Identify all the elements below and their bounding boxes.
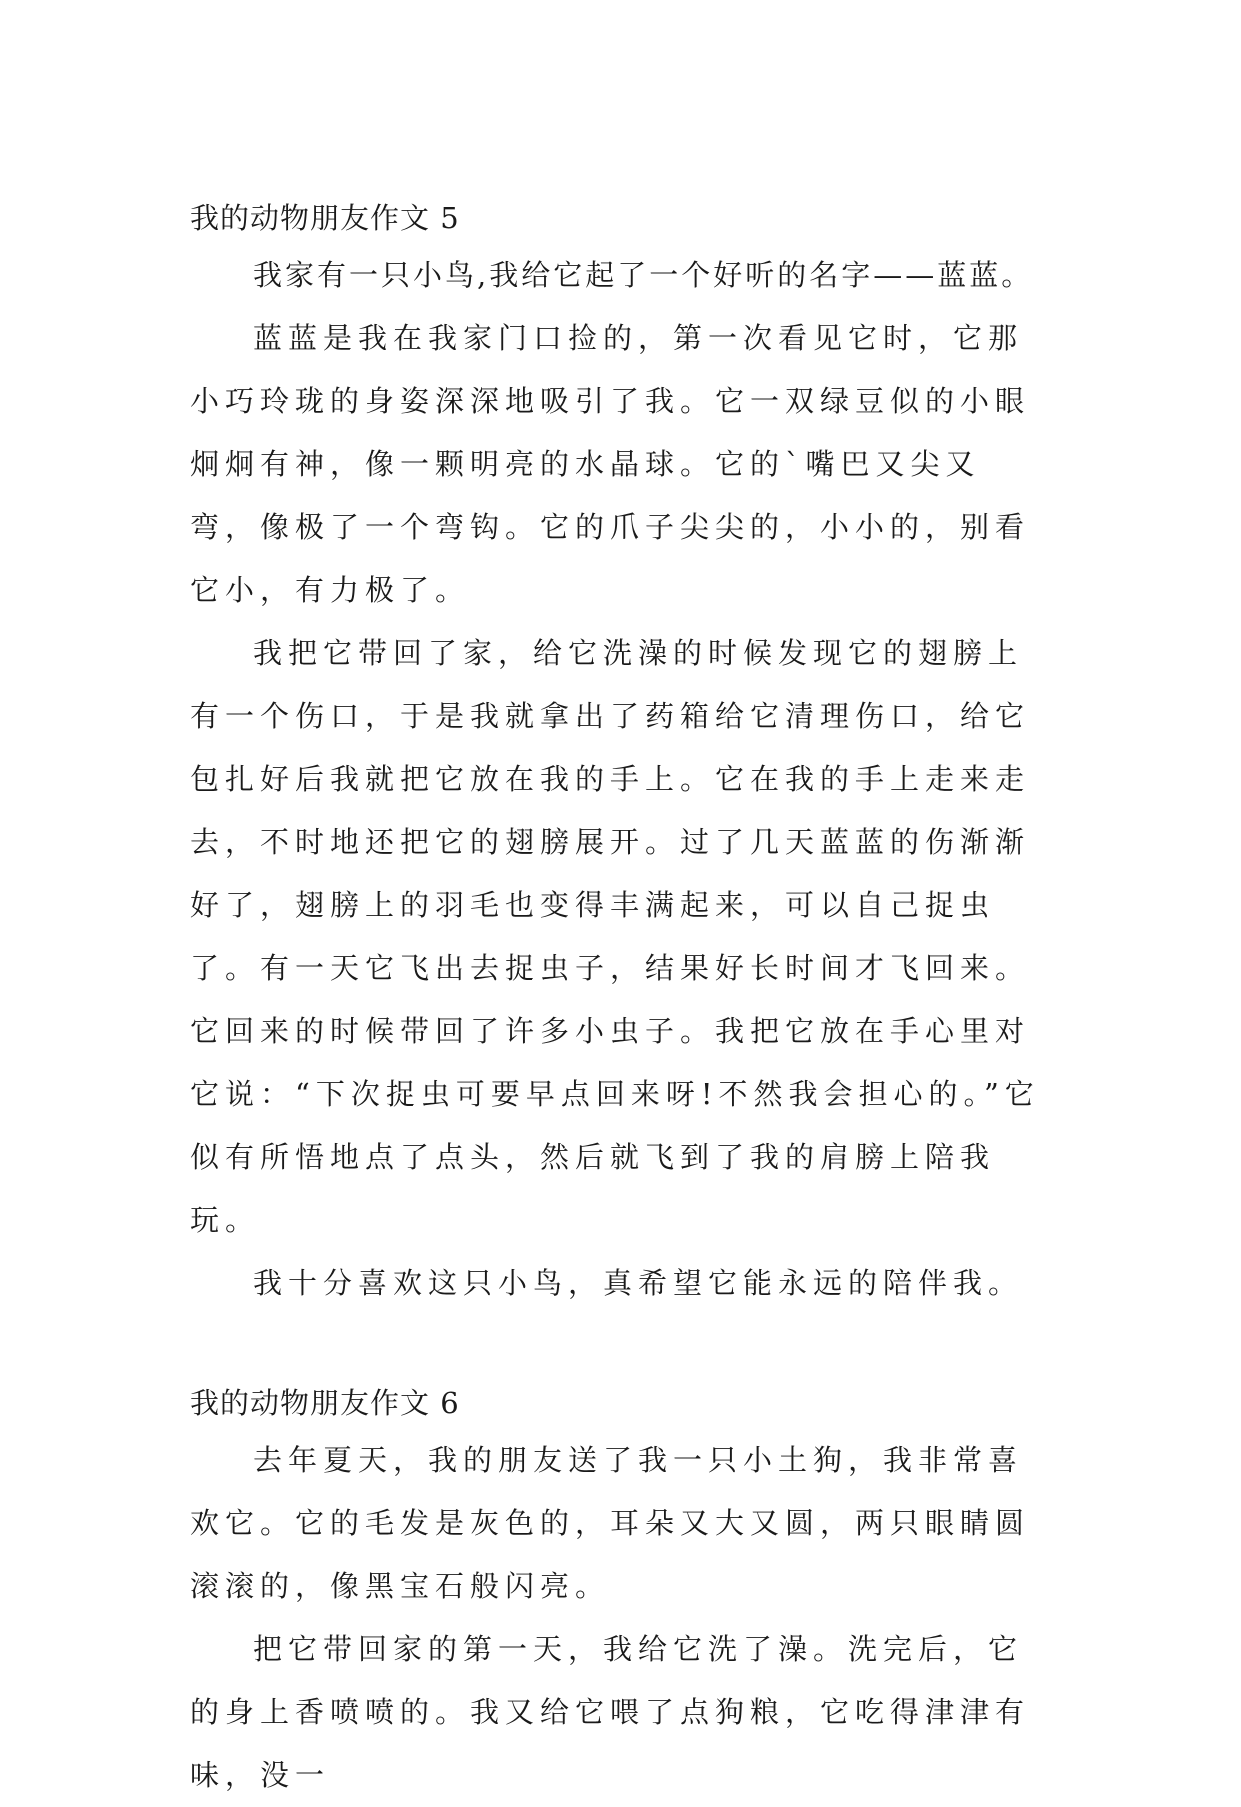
essay-paragraph: 我家有一只小鸟,我给它起了一个好听的名字——蓝蓝。 [253,258,1034,292]
essay-section-5 [190,196,1090,1315]
essay-title: 我的动物朋友作文 5 [190,201,460,235]
essay-section-6 [190,1381,1090,1807]
essay-paragraph: 我把它带回了家，给它洗澡的时候发现它的翅膀上有一个伤口，于是我就拿出了药箱给它清理伤口，给它包扎好后我就把它放在我的手上。它在我的手上走来走去，不时地还把它的翅膀展开。过了几天蓝蓝的伤渐渐好了，翅膀上的羽毛也变得丰满起来，可以自己捉虫了。有一天它飞出去捉虫子，结果好长时间才飞回来。它回来的时候带回了许多小虫子。我把它放在手心里对它说：“下次捉虫可要早点回来呀!不然我会担心的。”它似有所悟地点了点头，然后就飞到了我的肩膀上陪我玩。 [190,636,1040,1237]
essay-paragraph: 把它带回家的第一天，我给它洗了澡。洗完后，它的身上香喷喷的。我又给它喂了点狗粮，它吃得津津有味，没一 [190,1632,1031,1792]
document-body [190,196,1090,1807]
essay-paragraph: 去年夏天，我的朋友送了我一只小土狗，我非常喜欢它。它的毛发是灰色的，耳朵又大又圆，两只眼睛圆滚滚的，像黑宝石般闪亮。 [190,1443,1031,1603]
essay-paragraph: 我十分喜欢这只小鸟，真希望它能永远的陪伴我。 [253,1266,1024,1300]
essay-title: 我的动物朋友作文 6 [190,1386,460,1420]
essay-paragraph: 蓝蓝是我在我家门口捡的，第一次看见它时，它那小巧玲珑的身姿深深地吸引了我。它一双绿豆似的小眼炯炯有神，像一颗明亮的水晶球。它的`嘴巴又尖又弯，像极了一个弯钩。它的爪子尖尖的，小小的，别看它小，有力极了。 [190,321,1031,607]
